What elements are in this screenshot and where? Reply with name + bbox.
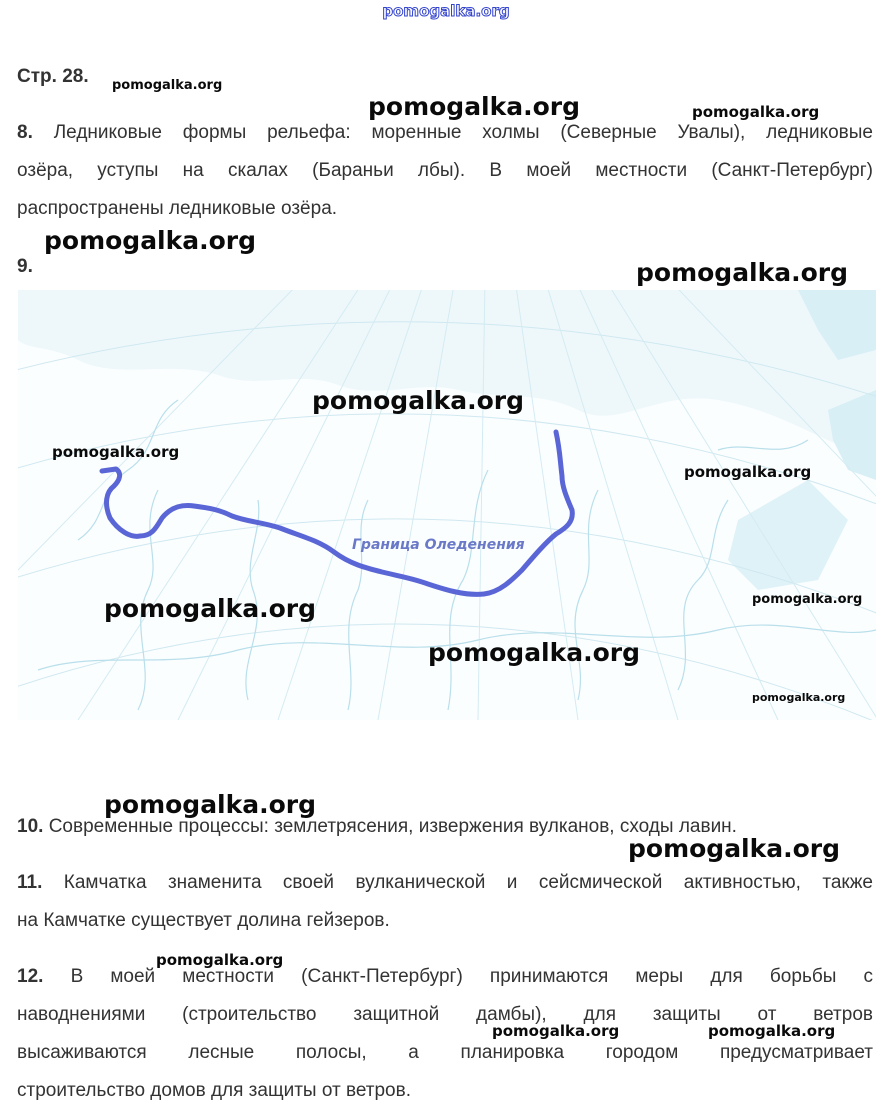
watermark: pomogalka.org [312,386,525,415]
question-11-number: 11. [17,872,43,893]
watermark: pomogalka.org [692,103,820,121]
question-11-line-1 [17,864,873,902]
top-watermark: pomogalka.org [382,2,510,20]
question-10-number: 10. [17,816,44,837]
question-12-number: 12. [17,966,44,987]
watermark: pomogalka.org [52,443,180,461]
watermark: pomogalka.org [708,1022,836,1040]
watermark: pomogalka.org [752,691,846,704]
glaciation-boundary-label: Граница Оледенения [352,537,525,553]
watermark: pomogalka.org [428,638,641,667]
question-8-line-3: распространены ледниковые озёра. [17,198,338,219]
watermark: pomogalka.org [104,594,317,623]
page-number-heading [17,66,89,88]
watermark: pomogalka.org [368,92,581,121]
watermark: pomogalka.org [156,951,284,969]
watermark: pomogalka.org [104,790,317,819]
question-12-line-2: наводнениями (строительство защитной дамбы), для защиты от ветров [17,1004,873,1025]
watermark: pomogalka.org [628,834,841,863]
question-11-text-1: Камчатка знаменита своей вулканической и сейсмической активностью, также [63,872,873,893]
question-12-line-4: строительство домов для защиты от ветров. [17,1080,411,1101]
watermark: pomogalka.org [752,592,863,607]
question-8-number: 8. [17,122,33,143]
question-9-number: 9. [17,256,33,277]
question-12-line-1 [17,958,873,996]
page-number: Стр. 28. [17,66,89,87]
question-8-text-1: Ледниковые формы рельефа: моренные холмы (Северные Увалы), ледниковые [53,122,873,143]
question-11-line-2: на Камчатке существует долина гейзеров. [17,910,390,931]
watermark: pomogalka.org [112,78,223,93]
question-8-line-2: озёра, уступы на скалах (Бараньи лбы). В моей местности (Санкт-Петербург) [17,160,873,181]
question-10-text: Современные процессы: землетрясения, извержения вулканов, сходы лавин. [48,816,737,837]
watermark: pomogalka.org [636,258,849,287]
watermark: pomogalka.org [684,463,812,481]
question-12-text-1: В моей местности (Санкт-Петербург) принимаются меры для борьбы с [70,966,874,987]
watermark: pomogalka.org [44,226,257,255]
watermark: pomogalka.org [492,1022,620,1040]
question-12-line-3: высаживаются лесные полосы, а планировка городом предусматривает [17,1042,873,1063]
